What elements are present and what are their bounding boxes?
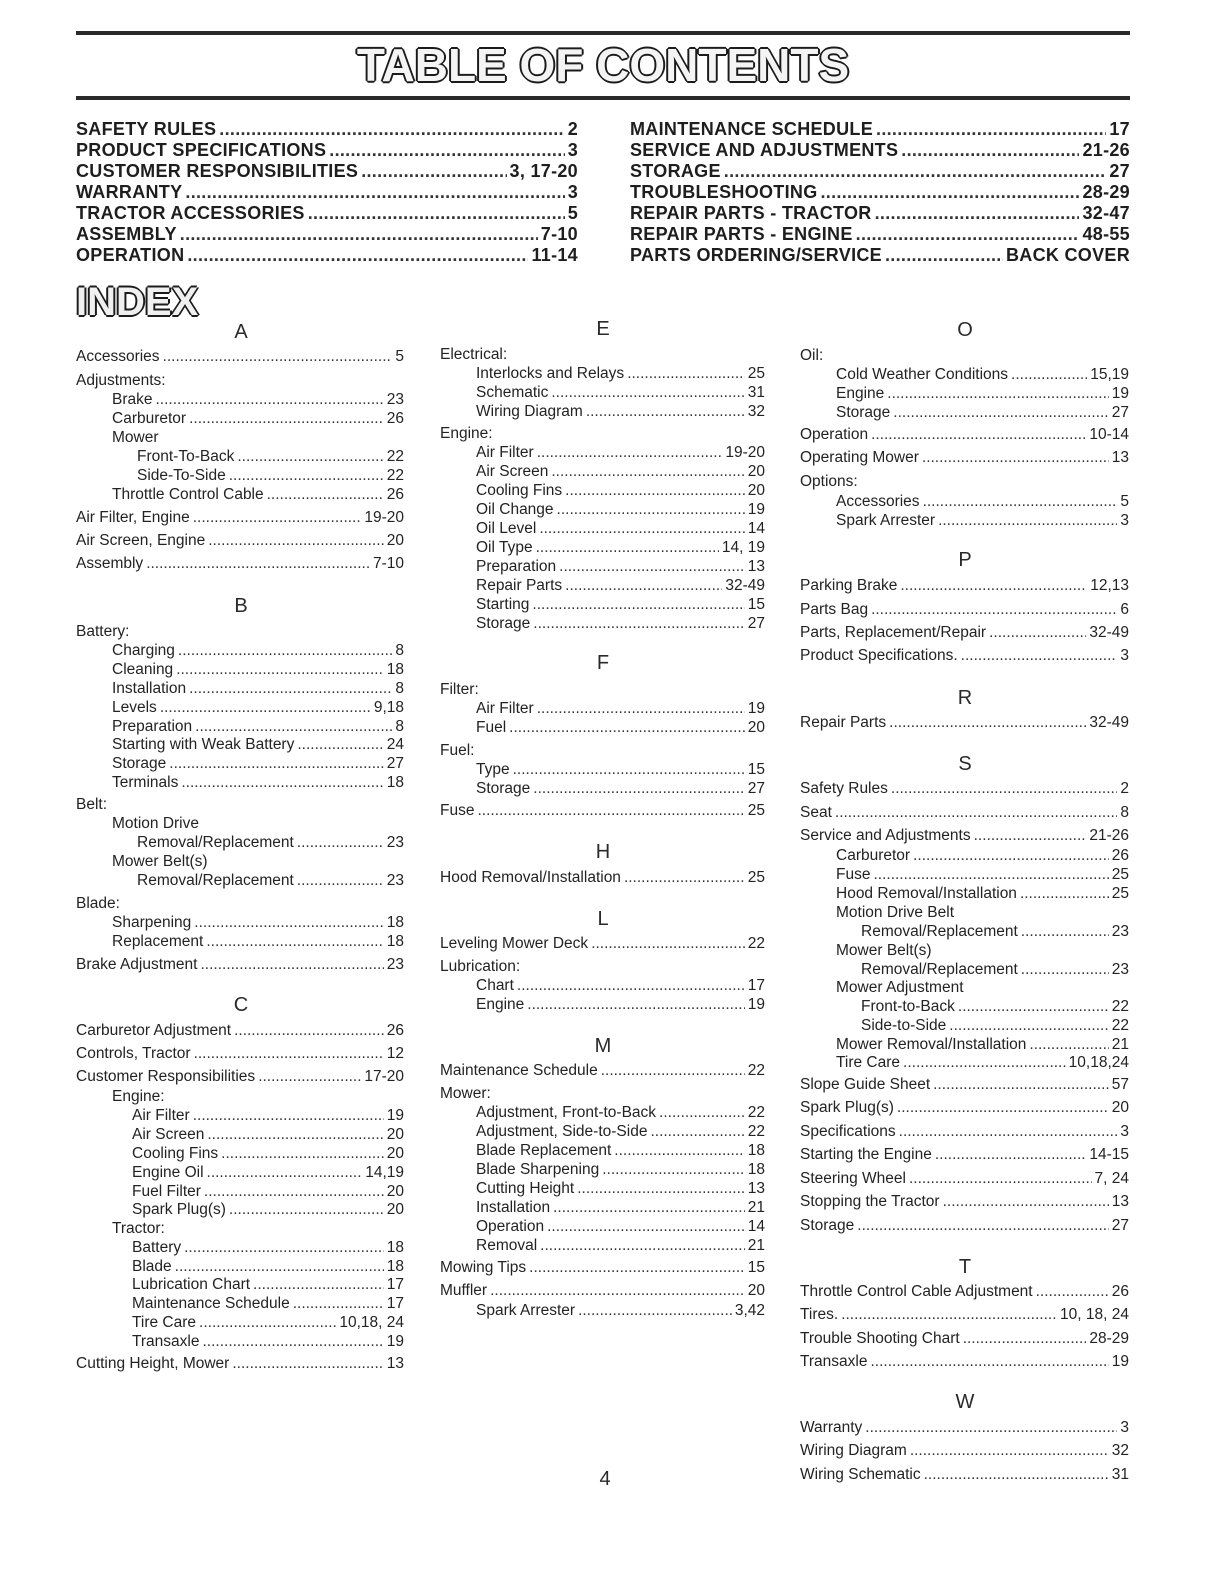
index-entry: Mowing Tips ..... 15	[440, 1258, 765, 1277]
index-letter-w: W	[955, 1391, 975, 1413]
index-entry: Maintenance Schedule ..... 17	[132, 1294, 404, 1313]
index-letter-m: M	[594, 1035, 612, 1057]
index-letter-a: A	[234, 321, 248, 343]
index-entry: Lubrication Chart ..... 17	[132, 1275, 404, 1294]
toc-title-rule	[76, 96, 1130, 100]
index-entry: Removal/Replacement ..... 23	[861, 922, 1129, 941]
index-entry: Cold Weather Conditions ..... 15,19	[836, 365, 1129, 384]
index-entry: Slope Guide Sheet ..... 57	[800, 1075, 1129, 1094]
index-entry: Maintenance Schedule ..... 22	[440, 1061, 765, 1080]
index-entry: Spark Arrester ..... 3,42	[476, 1301, 765, 1320]
index-entry: Air Screen ..... 20	[476, 462, 765, 481]
index-entry: Wiring Schematic ..... 31	[800, 1465, 1129, 1484]
index-entry: Transaxle ..... 19	[132, 1332, 404, 1351]
index-heading: Motion Drive Belt	[836, 904, 955, 921]
index-entry: Fuel Filter ..... 20	[132, 1182, 404, 1201]
index-entry: Installation ..... 8	[112, 679, 404, 698]
toc-entry: TRACTOR ACCESSORIES ..... 5	[76, 203, 578, 224]
index-heading: Filter:	[440, 681, 479, 698]
toc-entry: SERVICE AND ADJUSTMENTS ..... 21-26	[630, 140, 1130, 161]
index-entry: Customer Responsibilities ..... 17-20	[76, 1067, 404, 1086]
index-entry: Blade Replacement ..... 18	[476, 1141, 765, 1160]
index-entry: Starting ..... 15	[476, 595, 765, 614]
toc-entry: TROUBLESHOOTING ..... 28-29	[630, 182, 1130, 203]
index-heading: Motion Drive	[112, 815, 199, 832]
index-entry: Carburetor ..... 26	[112, 409, 404, 428]
index-heading: Belt:	[76, 796, 108, 813]
index-entry: Engine ..... 19	[476, 995, 765, 1014]
index-entry: Safety Rules ..... 2	[800, 779, 1129, 798]
index-entry: Storage ..... 27	[836, 403, 1129, 422]
top-rule	[76, 31, 1130, 35]
index-letter-f: F	[596, 652, 610, 674]
index-entry: Operating Mower ..... 13	[800, 448, 1129, 467]
index-entry: Brake ..... 23	[112, 390, 404, 409]
index-entry: Blade Sharpening ..... 18	[476, 1160, 765, 1179]
index-entry: Removal/Replacement ..... 23	[861, 960, 1129, 979]
index-entry: Engine Oil ..... 14,19	[132, 1163, 404, 1182]
index-entry: Spark Plug(s) ..... 20	[800, 1098, 1129, 1117]
index-entry: Preparation ..... 13	[476, 557, 765, 576]
toc-entry: OPERATION ..... 11-14	[76, 245, 578, 266]
index-entry: Air Filter ..... 19	[476, 699, 765, 718]
index-heading: Mower:	[440, 1085, 491, 1102]
index-heading: Options:	[800, 473, 858, 490]
index-entry: Storage ..... 27	[112, 754, 404, 773]
index-entry: Parts Bag ..... 6	[800, 600, 1129, 619]
index-entry: Cooling Fins ..... 20	[476, 481, 765, 500]
index-entry: Removal ..... 21	[476, 1236, 765, 1255]
index-entry: Product Specifications. ..... 3	[800, 646, 1129, 665]
index-entry: Muffler ..... 20	[440, 1281, 765, 1300]
index-entry: Front-To-Back ..... 22	[137, 447, 404, 466]
index-letter-b: B	[234, 595, 248, 617]
index-heading: Adjustments:	[76, 372, 166, 389]
index-title: INDEX	[76, 280, 199, 324]
index-entry: Side-to-Side ..... 22	[861, 1016, 1129, 1035]
index-entry: Stopping the Tractor ..... 13	[800, 1192, 1129, 1211]
index-entry: Type ..... 15	[476, 760, 765, 779]
index-entry: Cutting Height ..... 13	[476, 1179, 765, 1198]
toc-entry: REPAIR PARTS - ENGINE ..... 48-55	[630, 224, 1130, 245]
index-entry: Engine ..... 19	[836, 384, 1129, 403]
index-entry: Chart ..... 17	[476, 976, 765, 995]
index-entry: Interlocks and Relays ..... 25	[476, 364, 765, 383]
index-entry: Levels ..... 9,18	[112, 698, 404, 717]
index-entry: Assembly ..... 7-10	[76, 554, 404, 573]
index-entry: Oil Type ..... 14, 19	[476, 538, 765, 557]
index-entry: Throttle Control Cable ..... 26	[112, 485, 404, 504]
toc-title: TABLE OF CONTENTS	[356, 39, 850, 91]
index-heading: Lubrication:	[440, 958, 521, 975]
toc-entry: PRODUCT SPECIFICATIONS ..... 3	[76, 140, 578, 161]
index-heading: Mower Belt(s)	[112, 853, 208, 870]
index-entry: Front-to-Back ..... 22	[861, 997, 1129, 1016]
index-heading: Mower Adjustment	[836, 979, 964, 996]
index-entry: Wiring Diagram ..... 32	[476, 402, 765, 421]
toc-entry: MAINTENANCE SCHEDULE ..... 17	[630, 119, 1130, 140]
index-heading: Fuel:	[440, 742, 475, 759]
index-heading: Battery:	[76, 623, 130, 640]
index-heading: Engine:	[112, 1088, 165, 1105]
index-entry: Tires. ..... 10, 18, 24	[800, 1305, 1129, 1324]
index-entry: Adjustment, Side-to-Side ..... 22	[476, 1122, 765, 1141]
toc-entry: PARTS ORDERING/SERVICE ..... BACK COVER	[630, 245, 1130, 266]
index-entry: Carburetor ..... 26	[836, 846, 1129, 865]
toc-entry: REPAIR PARTS - TRACTOR ..... 32-47	[630, 203, 1130, 224]
index-entry: Spark Arrester ..... 3	[836, 511, 1129, 530]
index-entry: Cleaning ..... 18	[112, 660, 404, 679]
index-letter-r: R	[957, 687, 973, 709]
index-entry: Battery ..... 18	[132, 1238, 404, 1257]
index-entry: Adjustment, Front-to-Back ..... 22	[476, 1103, 765, 1122]
index-entry: Fuse ..... 25	[440, 801, 765, 820]
index-heading: Tractor:	[112, 1220, 165, 1237]
toc-entry: CUSTOMER RESPONSIBILITIES ..... 3, 17-20	[76, 161, 578, 182]
index-entry: Installation ..... 21	[476, 1198, 765, 1217]
index-entry: Sharpening ..... 18	[112, 913, 404, 932]
index-entry: Air Screen, Engine ..... 20	[76, 531, 404, 550]
index-entry: Parking Brake ..... 12,13	[800, 576, 1129, 595]
index-entry: Replacement ..... 18	[112, 932, 404, 951]
index-entry: Leveling Mower Deck ..... 22	[440, 934, 765, 953]
index-entry: Operation ..... 10-14	[800, 425, 1129, 444]
toc-entry: ASSEMBLY ..... 7-10	[76, 224, 578, 245]
index-letter-s: S	[958, 753, 972, 775]
index-entry: Parts, Replacement/Repair ..... 32-49	[800, 623, 1129, 642]
index-entry: Storage ..... 27	[476, 779, 765, 798]
index-entry: Controls, Tractor ..... 12	[76, 1044, 404, 1063]
index-entry: Tire Care ..... 10,18, 24	[132, 1313, 404, 1332]
index-entry: Operation ..... 14	[476, 1217, 765, 1236]
index-entry: Throttle Control Cable Adjustment ..... 26	[800, 1282, 1129, 1301]
index-heading: Oil:	[800, 347, 824, 364]
index-entry: Warranty ..... 3	[800, 1418, 1129, 1437]
index-heading: Blade:	[76, 895, 120, 912]
index-letter-p: P	[958, 549, 972, 571]
index-entry: Air Filter, Engine ..... 19-20	[76, 508, 404, 527]
index-entry: Charging ..... 8	[112, 641, 404, 660]
index-entry: Accessories ..... 5	[76, 347, 404, 366]
index-entry: Oil Level ..... 14	[476, 519, 765, 538]
index-letter-c: C	[233, 994, 249, 1016]
toc-entry: SAFETY RULES ..... 2	[76, 119, 578, 140]
index-entry: Repair Parts ..... 32-49	[476, 576, 765, 595]
index-entry: Side-To-Side ..... 22	[137, 466, 404, 485]
index-entry: Cooling Fins ..... 20	[132, 1144, 404, 1163]
index-letter-h: H	[595, 841, 611, 863]
index-entry: Terminals ..... 18	[112, 773, 404, 792]
toc-entry: STORAGE ..... 27	[630, 161, 1130, 182]
index-entry: Seat ..... 8	[800, 803, 1129, 822]
index-entry: Cutting Height, Mower ..... 13	[76, 1354, 404, 1373]
index-entry: Wiring Diagram ..... 32	[800, 1441, 1129, 1460]
index-entry: Service and Adjustments ..... 21-26	[800, 826, 1129, 845]
index-entry: Hood Removal/Installation ..... 25	[836, 884, 1129, 903]
page-number: 4	[599, 1468, 611, 1490]
index-entry: Fuse ..... 25	[836, 865, 1129, 884]
index-entry: Hood Removal/Installation ..... 25	[440, 868, 765, 887]
index-heading: Electrical:	[440, 346, 508, 363]
index-heading: Mower	[112, 429, 159, 446]
index-entry: Removal/Replacement ..... 23	[137, 833, 404, 852]
index-entry: Preparation ..... 8	[112, 717, 404, 736]
toc-entry: WARRANTY ..... 3	[76, 182, 578, 203]
index-entry: Fuel ..... 20	[476, 718, 765, 737]
index-entry: Repair Parts ..... 32-49	[800, 713, 1129, 732]
index-entry: Removal/Replacement ..... 23	[137, 871, 404, 890]
index-entry: Steering Wheel ..... 7, 24	[800, 1169, 1129, 1188]
index-entry: Spark Plug(s) ..... 20	[132, 1200, 404, 1219]
index-entry: Accessories ..... 5	[836, 492, 1129, 511]
index-entry: Storage ..... 27	[800, 1216, 1129, 1235]
index-entry: Mower Removal/Installation ..... 21	[836, 1035, 1129, 1054]
index-entry: Schematic ..... 31	[476, 383, 765, 402]
index-entry: Air Screen ..... 20	[132, 1125, 404, 1144]
index-entry: Trouble Shooting Chart ..... 28-29	[800, 1329, 1129, 1348]
index-entry: Storage ..... 27	[476, 614, 765, 633]
index-heading: Engine:	[440, 425, 493, 442]
index-entry: Starting with Weak Battery ..... 24	[112, 735, 404, 754]
index-entry: Air Filter ..... 19	[132, 1106, 404, 1125]
index-entry: Oil Change ..... 19	[476, 500, 765, 519]
index-entry: Air Filter ..... 19-20	[476, 443, 765, 462]
index-entry: Starting the Engine ..... 14-15	[800, 1145, 1129, 1164]
index-entry: Specifications ..... 3	[800, 1122, 1129, 1141]
index-entry: Tire Care ..... 10,18,24	[836, 1053, 1129, 1072]
index-letter-e: E	[596, 318, 610, 340]
index-entry: Transaxle ..... 19	[800, 1352, 1129, 1371]
index-heading: Mower Belt(s)	[836, 942, 932, 959]
index-letter-t: T	[958, 1256, 972, 1278]
index-entry: Brake Adjustment ..... 23	[76, 955, 404, 974]
index-letter-l: L	[597, 908, 609, 930]
index-letter-o: O	[957, 319, 973, 341]
index-entry: Blade ..... 18	[132, 1257, 404, 1276]
index-entry: Carburetor Adjustment ..... 26	[76, 1021, 404, 1040]
